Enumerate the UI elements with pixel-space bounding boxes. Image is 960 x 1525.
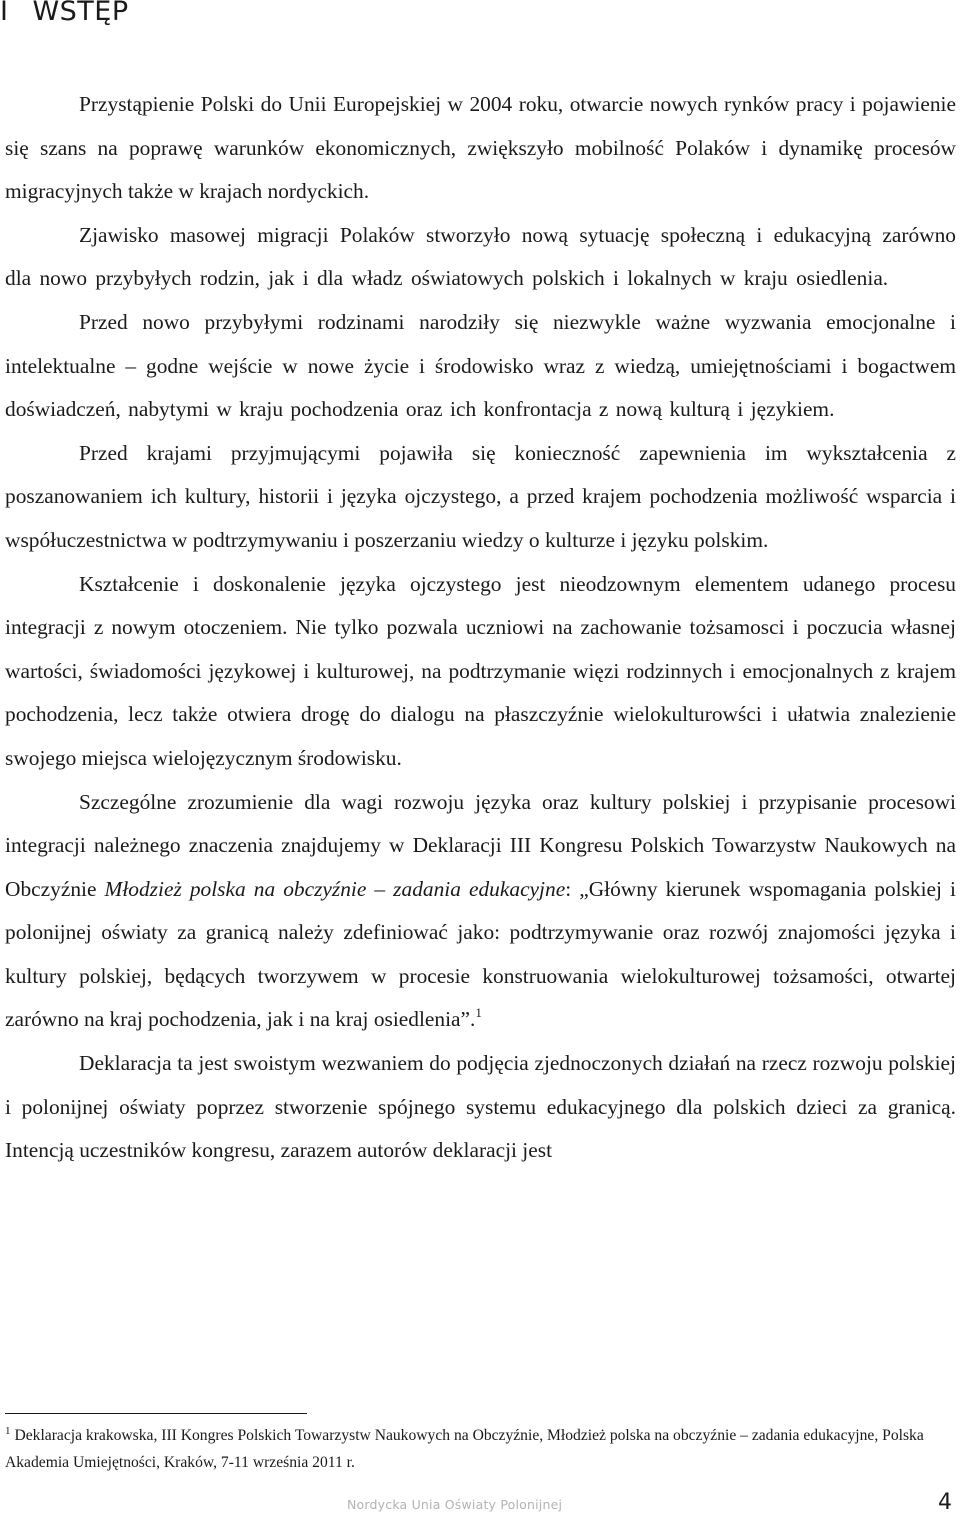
paragraph: Przed krajami przyjmującymi pojawiła się konieczność zapewnienia im wykształcenia z poszanowaniem ich kultury, historii i języka ojczystego, a przed krajem pochodzenia możliwość wsparcia i współuczestnictwa w podtrzymywaniu i poszerzaniu wiedzy o kulturze i języku polskim.: [5, 440, 956, 552]
section-number: I: [0, 0, 9, 27]
paragraph: Kształcenie i doskonalenie języka ojczystego jest nieodzownym elementem udanego procesu integracji z nowym otoczeniem. Nie tylko pozwala uczniowi na zachowanie tożsamosci i poczucia własnej wartości, świadomości językowej i kulturowej, na podtrzymanie więzi rodzinnych i emocjonalnych z krajem pochodzenia, lecz także otwiera drogę do dialogu na płaszczyźnie wielokulturowści i ułatwia znalezienie swojego miejsca wielojęzycznym środowisku.: [5, 571, 956, 770]
footnote-text: Deklaracja krakowska, III Kongres Polskich Towarzystw Naukowych na Obczyźnie, Młodzież polska na obczyźnie – zadania edukacyjne, Polska Akademia Umiejętności, Kraków, 7-11 września 2011 r.: [5, 1427, 924, 1471]
paragraph-with-quotation: [5, 781, 956, 1043]
footnote-marker: 1: [5, 1425, 11, 1437]
paragraph: Deklaracja ta jest swoistym wezwaniem do podjęcia zjednoczonych działań na rzecz rozwoju polskiej i polonijnej oświaty poprzez stworzenie spójnego systemu edukacyjnego dla polskich dzieci za granicą. Intencją uczestników kongresu, zarazem autorów deklaracji jest: [5, 1051, 956, 1163]
paragraph-text: Szczególne zrozumienie dla wagi rozwoju języka oraz kultury polskiej i przypisanie procesowi integracji należnego znaczenia znajdujemy w Deklaracji III Kongresu Polskich Towarzystw Naukowych na Obczyźnie: [5, 789, 956, 901]
footnote-reference[interactable]: 1: [475, 1005, 482, 1021]
paragraph: Zjawisko masowej migracji Polaków stworzyło nową sytuację społeczną i edukacyjną zarówno dla nowo przybyłych rodzin, jak i dla władz oświatowych polskich i lokalnych w kraju osiedlenia.: [5, 222, 956, 291]
document-title-italic: Młodzież polska na obczyźnie – zadania edukacyjne: [104, 876, 566, 901]
paragraph: Przystąpienie Polski do Unii Europejskiej w 2004 roku, otwarcie nowych rynków pracy i pojawienie się szans na poprawę warunków ekonomicznych, zwiększyło mobilność Polaków i dynamikę procesów migracyjnych także w krajach nordyckich.: [5, 92, 956, 204]
paragraph: Przed nowo przybyłymi rodzinami narodziły się niezwykle ważne wyzwania emocjonalne i intelektualne – godne wejście w nowe życie i środowisko wraz z wiedzą, umiejętnościami i bogactwem doświadczeń, nabytymi w kraju pochodzenia oraz ich konfrontacja z nową kulturą i językiem.: [5, 309, 956, 422]
page-number: 4: [938, 1490, 952, 1515]
section-heading: [0, 0, 129, 30]
footer-organization: Nordycka Unia Oświaty Polonijnej: [347, 1497, 563, 1512]
footnote-separator: [5, 1413, 307, 1414]
page-footer: [0, 1488, 960, 1524]
body-text: [5, 83, 956, 1173]
footnote: [5, 1422, 956, 1476]
quotation-text: : „Główny kierunek wspomagania polskiej i polonijnej oświaty za granicą należy zdefiniować jako: podtrzymywanie oraz rozwój znajomości języka i kultury polskiej, będących tworzywem w procesie konstruowania wielokulturowej tożsamości, otwartej zarówno na kraj pochodzenia, jak i na kraj osiedlenia”.: [5, 876, 956, 1032]
section-title: WSTĘP: [32, 0, 129, 27]
